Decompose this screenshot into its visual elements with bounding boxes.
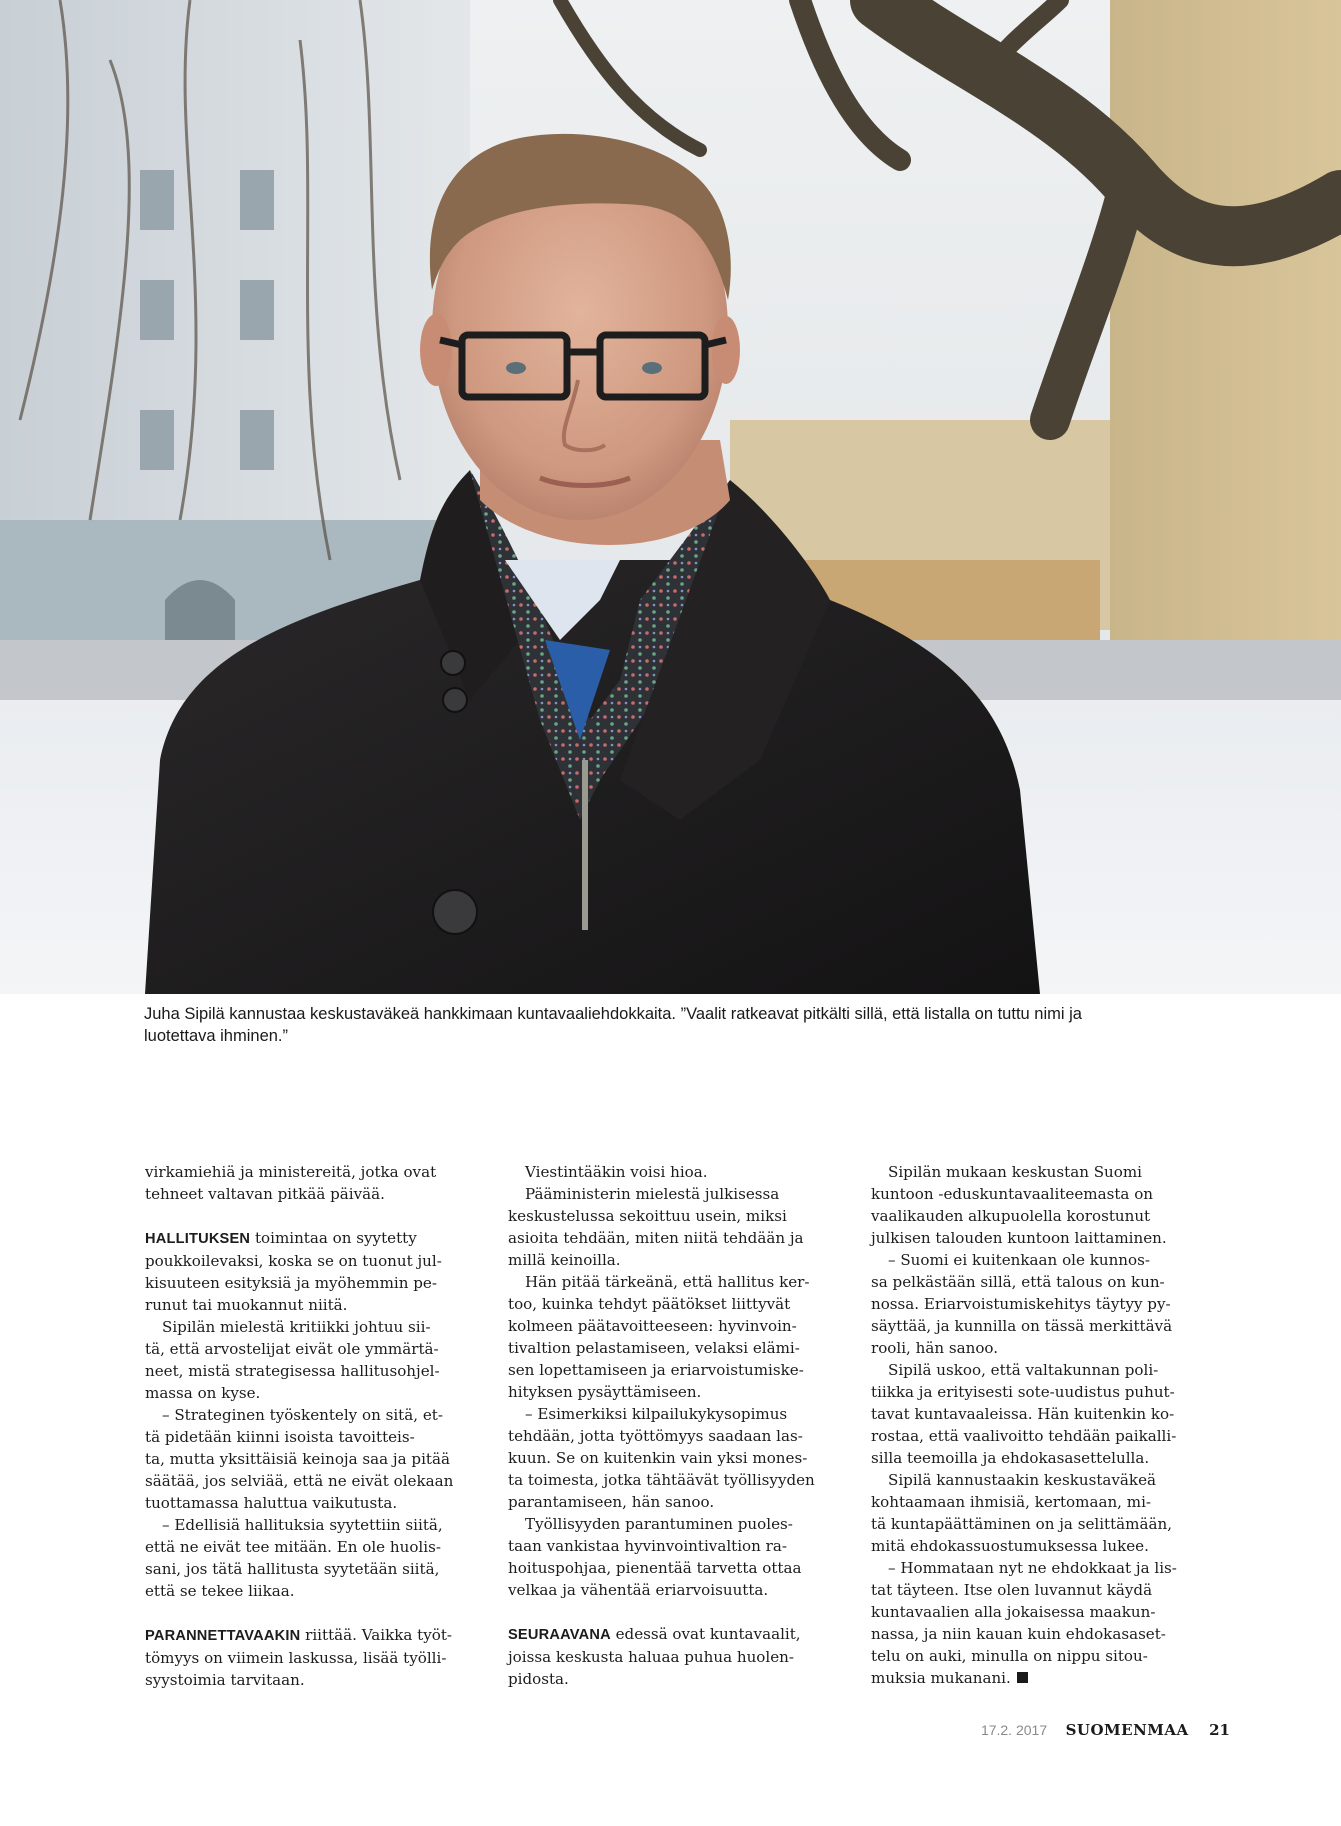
text-line: että ne eivät tee mitään. En ole huolis-: [145, 1538, 441, 1556]
article-column-2: [508, 1161, 844, 1690]
text-line: – Esimerkiksi kilpailukykysopimus: [525, 1405, 788, 1423]
text-line: tä pidetään kiinni isoista tavoitteis-: [145, 1428, 415, 1446]
text-line: muksia mukanani.: [871, 1667, 1207, 1689]
text-line: julkisen talouden kuntoon laittaminen.: [871, 1229, 1167, 1247]
caption-line-2: luotettava ihminen.”: [144, 1027, 288, 1045]
text-line: kolmeen päätavoitteeseen: hyvinvoin-: [508, 1317, 797, 1335]
text-line: sa pelkästään sillä, että talous on kun-: [871, 1273, 1165, 1291]
issue-date: 17.2. 2017: [980, 1722, 1048, 1738]
text-line: kuntoon -eduskuntavaaliteemasta on: [871, 1185, 1153, 1203]
text-line: Sipilän mukaan keskustan Suomi: [888, 1163, 1143, 1181]
text-line: poukkoilevaksi, koska se on tuonut jul-: [145, 1252, 442, 1270]
text-line: Työllisyyden parantuminen puoles-: [525, 1515, 793, 1533]
text-line: tivaltion pelastamiseen, velaksi elämi-: [508, 1339, 800, 1357]
text-line: tä, että arvostelijat eivät ole ymmärtä-: [145, 1340, 439, 1358]
text-line: kuun. Se on kuitenkin vain yksi mones-: [508, 1449, 808, 1467]
text-line: HALLITUKSEN toimintaa on syytetty: [145, 1229, 417, 1247]
text-line: runut tai muokannut niitä.: [145, 1296, 348, 1314]
section-lead-word: SEURAAVANA: [508, 1627, 611, 1643]
text-line: millä keinoilla.: [508, 1251, 621, 1269]
text-line: neet, mistä strategisessa hallitusohjel-: [145, 1362, 440, 1380]
text-line: – Strateginen työskentely on sitä, et-: [162, 1406, 443, 1424]
caption-line-1: Juha Sipilä kannustaa keskustaväkeä hankkimaan kuntavaaliehdokkaita. ”Vaalit ratkeavat pitkälti sillä, että listalla on tuttu nimi ja: [144, 1005, 1082, 1023]
text-line: tä kuntapäättäminen on ja selittämään,: [871, 1515, 1172, 1533]
text-line: tömyys on viimein laskussa, lisää työlli-: [145, 1649, 447, 1667]
text-line: Pääministerin mielestä julkisessa: [525, 1185, 780, 1203]
text-line: tuottamassa haluttua vaikutusta.: [145, 1494, 398, 1512]
text-line: kisuuteen esityksiä ja myöhemmin pe-: [145, 1274, 437, 1292]
text-line: – Suomi ei kuitenkaan ole kunnos-: [888, 1251, 1150, 1269]
text-line: Hän pitää tärkeänä, että hallitus ker-: [525, 1273, 810, 1291]
text-line: asioita tehdään, miten niitä tehdään ja: [508, 1229, 804, 1247]
text-line: PARANNETTAVAAKIN riittää. Vaikka työt-: [145, 1626, 453, 1644]
text-line: joissa keskusta haluaa puhua huolen-: [508, 1648, 794, 1666]
text-line: syystoimia tarvitaan.: [145, 1671, 305, 1689]
text-line: rooli, hän sanoo.: [871, 1339, 999, 1357]
text-line: tavat kuntavaaleissa. Hän kuitenkin ko-: [871, 1405, 1175, 1423]
text-line: vaalikauden alkupuolella korostunut: [871, 1207, 1151, 1225]
text-line: – Hommataan nyt ne ehdokkaat ja lis-: [888, 1559, 1177, 1577]
end-of-article-mark: [1017, 1672, 1028, 1683]
text-line: hityksen pysäyttämiseen.: [508, 1383, 702, 1401]
text-line: silla teemoilla ja ehdokasasettelulla.: [871, 1449, 1150, 1467]
text-line: keskustelussa sekoittuu usein, miksi: [508, 1207, 787, 1225]
text-line: tat täyteen. Itse olen luvannut käydä: [871, 1581, 1153, 1599]
text-line: – Edellisiä hallituksia syytettiin siitä,: [162, 1516, 443, 1534]
text-line: too, kuinka tehdyt päätökset liittyvät: [508, 1295, 791, 1313]
text-line: taan vankistaa hyvinvointivaltion ra-: [508, 1537, 787, 1555]
text-line: sen lopettamiseen ja eriarvoistumiske-: [508, 1361, 804, 1379]
text-line: Sipilä kannustaakin keskustaväkeä: [888, 1471, 1156, 1489]
section-lead-word: HALLITUKSEN: [145, 1231, 251, 1247]
article-column-3: [871, 1161, 1207, 1689]
text-line: Sipilän mielestä kritiikki johtuu sii-: [162, 1318, 431, 1336]
article-column-1: [145, 1161, 481, 1691]
magazine-name: SUOMENMAA: [1065, 1721, 1189, 1739]
text-line: parantamiseen, hän sanoo.: [508, 1493, 715, 1511]
text-line: nossa. Eriarvoistumiskehitys täytyy py-: [871, 1295, 1171, 1313]
text-line: Viestintääkin voisi hioa.: [525, 1163, 708, 1181]
text-line: tehdään, jotta työttömyys saadaan las-: [508, 1427, 803, 1445]
text-line: että se tekee liikaa.: [145, 1582, 295, 1600]
text-line: säätää, jos selviää, että ne eivät olekaan: [145, 1472, 454, 1490]
photo-caption: [144, 1003, 1174, 1047]
section-lead-word: PARANNETTAVAAKIN: [145, 1628, 301, 1644]
text-line: ta, mutta yksittäisiä keinoja saa ja pitää: [145, 1450, 450, 1468]
page-footer: [0, 1721, 1230, 1740]
text-line: hoituspohjaa, pienentää tarvetta ottaa: [508, 1559, 802, 1577]
text-line: virkamiehiä ja ministereitä, jotka ovat: [145, 1163, 437, 1181]
text-line: säyttää, ja kunnilla on tässä merkittävä: [871, 1317, 1173, 1335]
page-number: 21: [1209, 1721, 1230, 1739]
text-line: ta toimesta, jotka tähtäävät työllisyyden: [508, 1471, 815, 1489]
text-line: mitä ehdokassuostumuksessa lukee.: [871, 1537, 1149, 1555]
text-line: nassa, ja niin kauan kuin ehdokasaset-: [871, 1625, 1166, 1643]
text-line: SEURAAVANA edessä ovat kuntavaalit,: [508, 1625, 801, 1643]
text-line: kohtaamaan ihmisiä, kertomaan, mi-: [871, 1493, 1152, 1511]
text-line: Sipilä uskoo, että valtakunnan poli-: [888, 1361, 1159, 1379]
text-line: massa on kyse.: [145, 1384, 261, 1402]
text-line: kuntavaalien alla jokaisessa maakun-: [871, 1603, 1156, 1621]
text-line: tehneet valtavan pitkää päivää.: [145, 1185, 385, 1203]
text-line: sani, jos tätä hallitusta syytetään siitä,: [145, 1560, 440, 1578]
text-line: tiikka ja erityisesti sote-uudistus puhut-: [871, 1383, 1175, 1401]
text-line: telu on auki, minulla on nippu sitou-: [871, 1647, 1148, 1665]
text-line: pidosta.: [508, 1670, 569, 1688]
text-line: velkaa ja vähentää eriarvoisuutta.: [508, 1581, 769, 1599]
text-line: rostaa, että vaalivoitto tehdään paikalli-: [871, 1427, 1177, 1445]
